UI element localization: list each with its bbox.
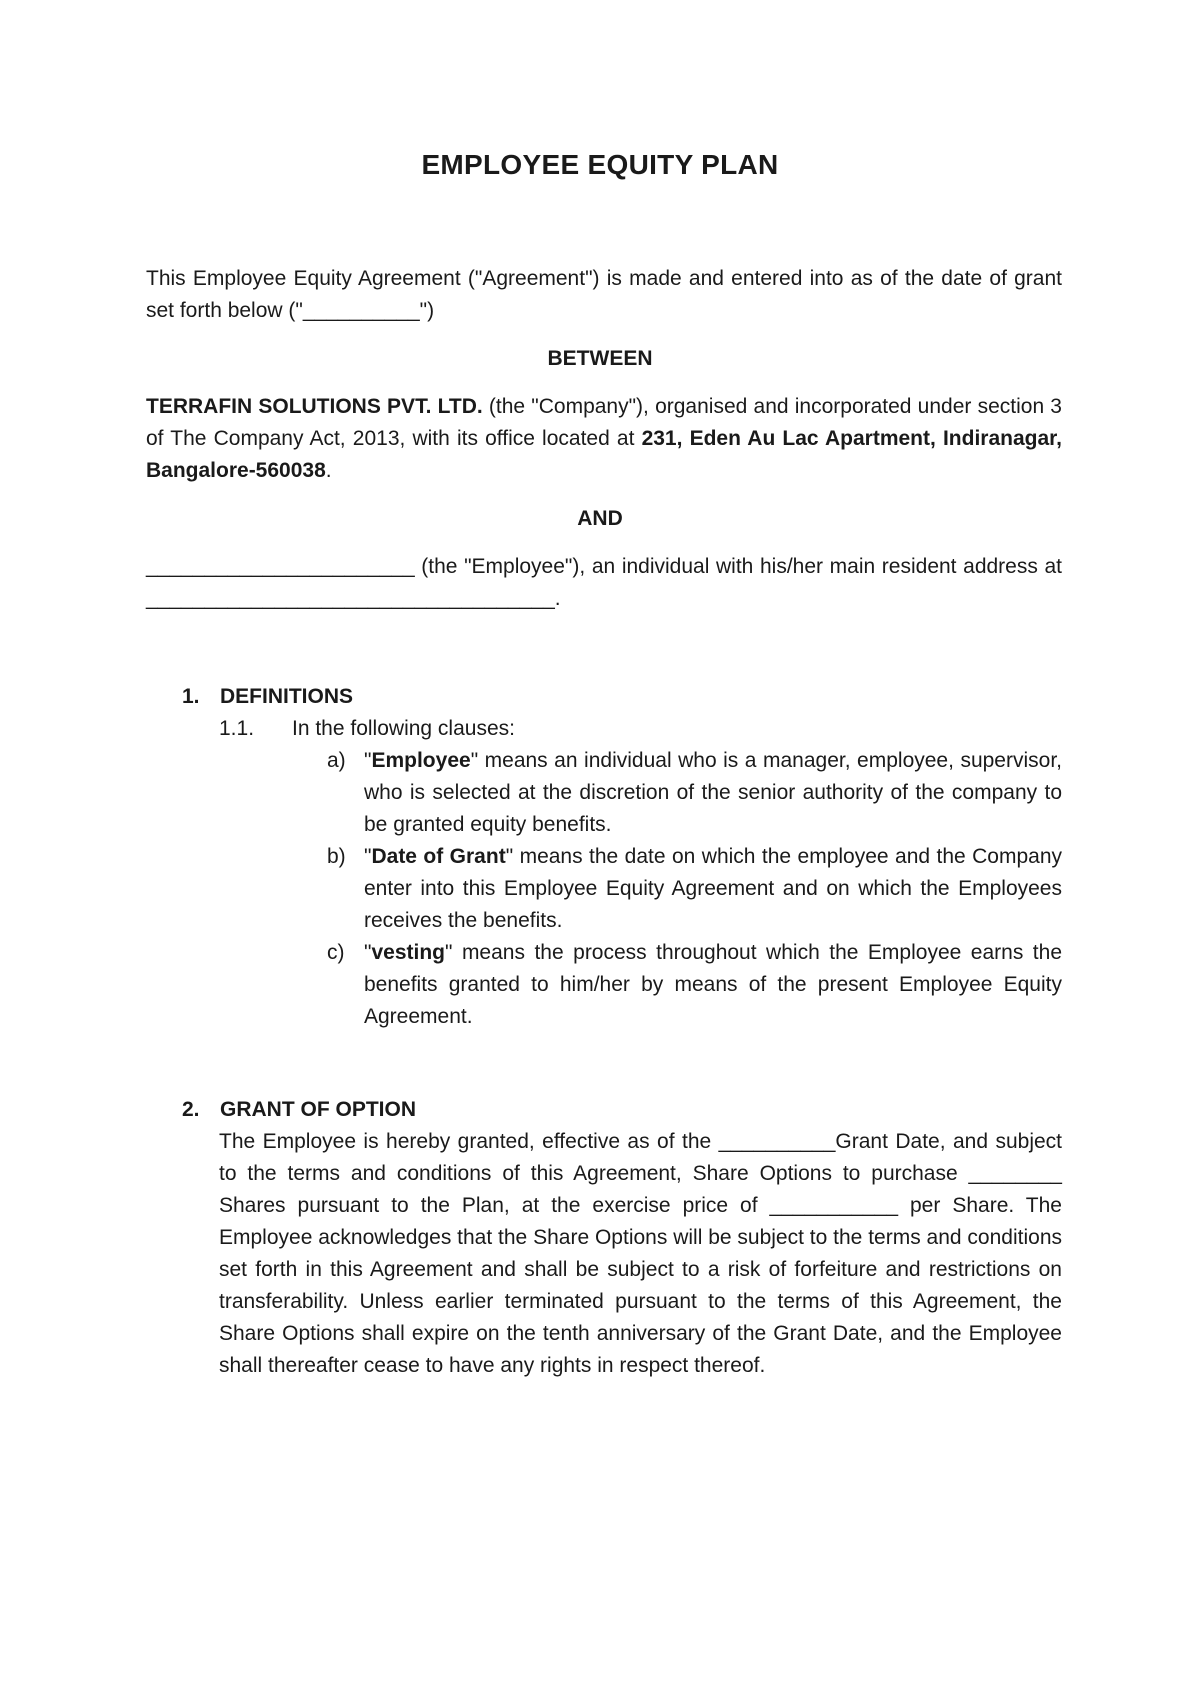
definition-marker: a) [327,749,346,772]
section-2-number: 2. [182,1098,200,1121]
company-name: TERRAFIN SOLUTIONS PVT. LTD. [146,395,483,418]
definition-term: Date of Grant [371,845,506,868]
and-label: AND [577,507,623,530]
document-title: EMPLOYEE EQUITY PLAN [421,149,779,180]
company-address: 231, Eden Au Lac Apartment, Indiranagar, Bangalore-560038 [146,427,1063,482]
definition-item [327,745,1062,841]
definition-quote: " [364,941,372,964]
definition-quote: " [364,845,372,868]
company-description: (the "Company"), organised and incorporated under section 3 of The Company Act, 2013, with its office located at [146,395,1062,450]
definition-item [327,937,1062,1033]
clause-1-1-text: In the following clauses: [292,717,515,740]
company-party-paragraph [146,391,1062,487]
company-period: . [325,459,332,482]
section-2-body: The Employee is hereby granted, effective as of the __________Grant Date, and subject to the terms and conditions of this Agreement, Share Options to purchase ________ Shares pursuant to the Plan, at the exercise price of ___________ per Share. The Employee acknowledges that the Share Options will be subject to the terms and conditions set forth in this Agreement and shall be subject to a risk of forfeiture and restrictions on transferability. Unless earlier terminated pursuant to the terms of this Agreement, the Share Options shall expire on the tenth anniversary of the Grant Date, and the Employee shall thereafter cease to have any rights in respect thereof. [219,1130,1062,1377]
section-1-title: DEFINITIONS [220,685,354,708]
intro-paragraph: This Employee Equity Agreement ("Agreement") is made and entered into as of the date of grant set forth below ("__________") [146,267,1062,322]
definition-item [327,841,1062,937]
definition-text: " means the date on which the employee and the Company enter into this Employee Equity Agreement and on which the Employees receives the benefits. [364,845,1062,932]
section-1-heading [182,681,353,713]
clause-1-1 [219,713,515,745]
definition-term: Employee [371,749,471,772]
between-label: BETWEEN [547,347,653,370]
definition-quote: " [364,749,372,772]
definition-term: vesting [371,941,445,964]
section-2-heading [182,1094,416,1126]
definition-text: " means the process throughout which the Employee earns the benefits granted to him/her by means of the present Employee Equity Agreement. [364,941,1062,1028]
definition-text: " means an individual who is a manager, employee, supervisor, who is selected at the discretion of the senior authority of the company to be granted equity benefits. [364,749,1062,836]
definition-marker: b) [327,845,346,868]
definition-marker: c) [327,941,345,964]
section-2-title: GRANT OF OPTION [220,1098,416,1121]
employee-party-paragraph: _______________________ (the "Employee"), an individual with his/her main resident address at ___________________________________. [146,555,1062,610]
clause-1-1-number: 1.1. [219,717,255,740]
section-1-number: 1. [182,685,200,708]
